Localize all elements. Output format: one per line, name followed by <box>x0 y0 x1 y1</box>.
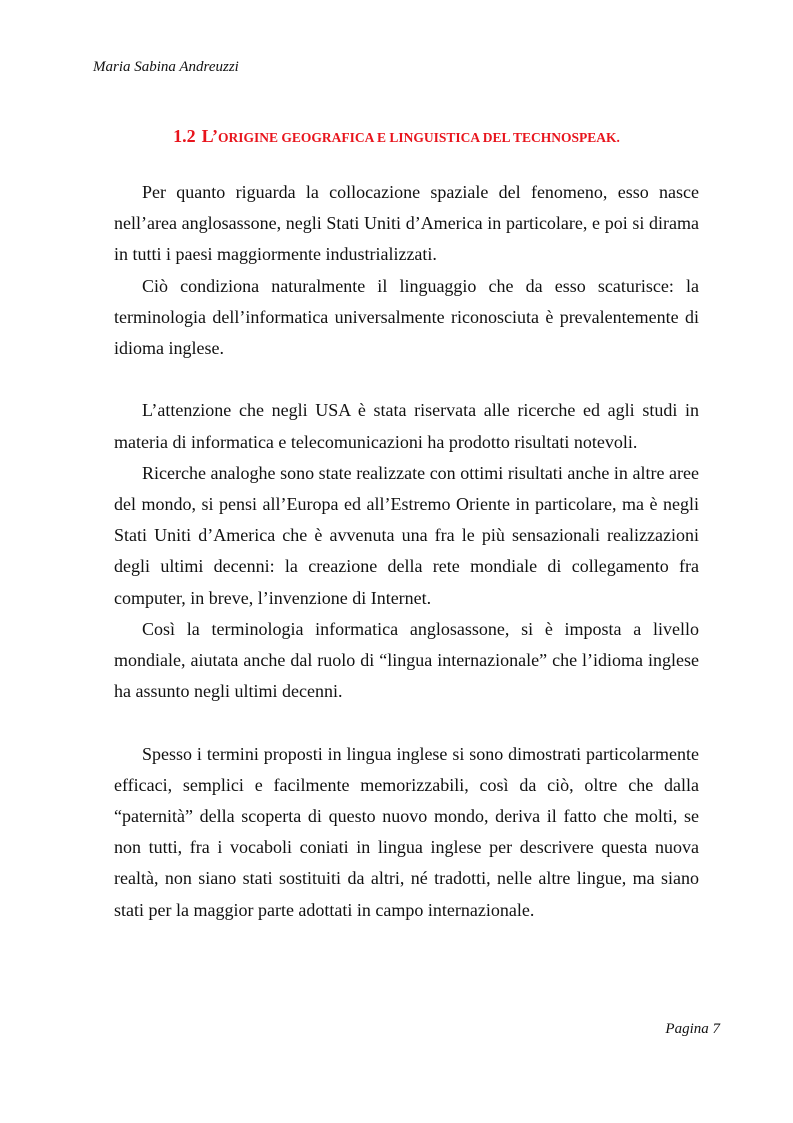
paragraph-1: Per quanto riguarda la collocazione spaziale del fenomeno, esso nasce nell’area anglosassone, negli Stati Uniti d’America in particolare, e poi si dirama in tutti i paesi maggiormente industrializzati. <box>114 182 699 265</box>
paragraph-2: Ciò condiziona naturalmente il linguaggio che da esso scaturisce: la terminologia dell’informatica universalmente riconosciuta è prevalentemente di idioma inglese. <box>114 275 699 359</box>
paragraph-6: Spesso i termini proposti in lingua inglese si sono dimostrati particolarmente efficaci, semplici e facilmente memorizzabili, così da ciò, oltre che dalla “paternità” della scoperta di questo nuovo mondo, deriva il fatto che molti, se non tutti, fra i vocaboli coniati in lingua inglese per descrivere questa nuova realtà, non siano stati sostituiti da altri, né tradotti, nelle altre lingue, ma siano stati per la maggior parte adottati in campo internazionale. <box>114 743 699 920</box>
section-title-rest: ORIGINE GEOGRAFICA E LINGUISTICA DEL TECHNOSPEAK. <box>218 130 620 145</box>
paragraph-4: Ricerche analoghe sono state realizzate con ottimi risultati anche in altre aree del mondo, si pensi all’Europa ed all’Estremo Oriente in particolare, ma è negli Stati Uniti d’America che è avvenuta una fra le più sensazionali realizzazioni degli ultimi decenni: la creazione della rete mondiale di collegamento fra computer, in breve, l’invenzione di Internet. <box>114 462 699 608</box>
running-header-author: Maria Sabina Andreuzzi <box>93 59 239 75</box>
section-heading <box>0 123 793 151</box>
paragraph-3: L’attenzione che negli USA è stata riservata alle ricerche ed agli studi in materia di informatica e telecomunicazioni ha prodotto risultati notevoli. <box>114 400 699 452</box>
section-number: 1.2 <box>173 126 196 146</box>
page-number: Pagina 7 <box>665 1021 720 1037</box>
paragraph-5: Così la terminologia informatica anglosassone, si è imposta a livello mondiale, aiutata anche dal ruolo di “lingua internazionale” che l’idioma inglese ha assunto negli ultimi decenni. <box>114 618 699 702</box>
body-text <box>114 177 699 926</box>
section-title-lead: L’ <box>201 126 218 146</box>
